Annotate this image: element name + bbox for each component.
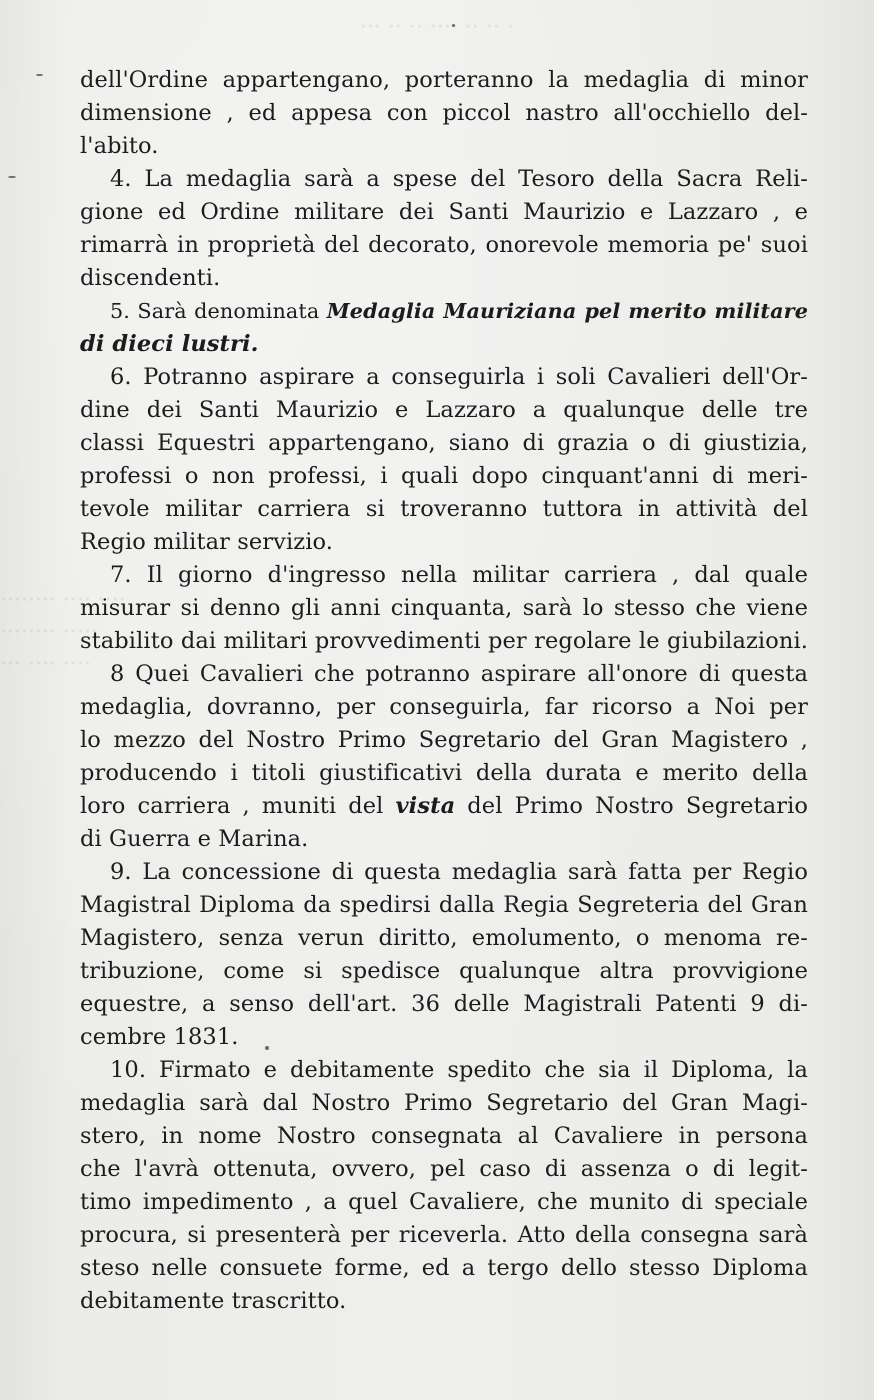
text-line: Regio militar servizio. (80, 529, 334, 555)
text-line (80, 295, 808, 328)
text-line: dimensione , ed appesa con piccol nastro all'occhiello del- (80, 100, 808, 126)
text-line: stabilito dai militari provvedimenti per regolare le giubilazioni. (80, 628, 808, 654)
document-body-text (80, 64, 808, 1318)
text-line (80, 790, 808, 823)
text-line: medaglia sarà dal Nostro Primo Segretario del Gran Magi- (80, 1090, 808, 1116)
text-line: debitamente trascritto. (80, 1288, 347, 1314)
text-line: discendenti. (80, 265, 221, 291)
text-line (80, 328, 808, 361)
text-line: 4. La medaglia sarà a spese del Tesoro della Sacra Reli- (110, 166, 808, 192)
text-line: tribuzione, come si spedisce qualunque altra provvigione (80, 958, 808, 984)
italic-text-run: Medaglia Mauriziana pel merito militare (326, 299, 808, 323)
text-line: timo impedimento , a quel Cavaliere, che munito di speciale (80, 1189, 808, 1215)
text-line: equestre, a senso dell'art. 36 delle Magistrali Patenti 9 di- (80, 991, 808, 1017)
text-line: dine dei Santi Maurizio e Lazzaro a qualunque delle tre (80, 397, 808, 423)
text-line: dell'Ordine appartengano, porteranno la medaglia di minor (80, 67, 808, 93)
text-line: classi Equestri appartengano, siano di grazia o di giustizia, (80, 430, 808, 456)
text-line: medaglia, dovranno, per conseguirla, far ricorso a Noi per (80, 694, 808, 720)
ink-speck (8, 176, 16, 178)
text-line: gione ed Ordine militare dei Santi Maurizio e Lazzaro , e (80, 199, 808, 225)
text-line: 7. Il giorno d'ingresso nella militar carriera , dal quale (110, 562, 808, 588)
text-line: procura, si presenterà per riceverla. Atto della consegna sarà (80, 1222, 808, 1248)
text-line: 6. Potranno aspirare a conseguirla i soli Cavalieri dell'Or- (110, 364, 808, 390)
text-line: 10. Firmato e debitamente spedito che sia il Diploma, la (110, 1057, 808, 1083)
text-line: 8 Quei Cavalieri che potranno aspirare all'onore di questa (110, 661, 808, 687)
text-line: rimarrà in proprietà del decorato, onorevole memoria pe' suoi (80, 232, 808, 258)
text-line: di Guerra e Marina. (80, 826, 309, 852)
text-run: del Primo Nostro Segretario (455, 793, 809, 819)
italic-text-run: vista (395, 793, 456, 819)
text-run: loro carriera , muniti del (80, 793, 396, 819)
ink-speck (36, 74, 43, 76)
text-line: tevole militar carriera si troveranno tuttora in attività del (80, 496, 808, 522)
text-line: steso nelle consuete forme, ed a tergo dello stesso Diploma (80, 1255, 808, 1281)
text-line: Magistero, senza verun diritto, emolumento, o menoma re- (80, 925, 808, 951)
ink-speck (452, 24, 455, 27)
text-line: lo mezzo del Nostro Primo Segretario del Gran Magistero , (80, 727, 808, 753)
text-line: Magistral Diploma da spedirsi dalla Regia Segreteria del Gran (80, 892, 808, 918)
text-line: misurar si denno gli anni cinquanta, sarà lo stesso che viene (80, 595, 808, 621)
text-line: 9. La concessione di questa medaglia sarà fatta per Regio (110, 859, 808, 885)
text-line: producendo i titoli giustificativi della durata e merito della (80, 760, 808, 786)
text-line: cembre 1831. (80, 1024, 239, 1050)
text-run: 5. Sarà denominata (110, 299, 327, 323)
bleed-through-texture: ··· ·· ·· ···· ·· ·· · ········ ···· ···· ········ ····· ··· ···· ···· (0, 15, 514, 677)
text-line: stero, in nome Nostro consegnata al Cavaliere in persona (80, 1123, 808, 1149)
italic-text-run: di dieci lustri. (80, 331, 259, 357)
text-line: professi o non professi, i quali dopo cinquant'anni di meri- (80, 463, 808, 489)
text-line: che l'avrà ottenuta, ovvero, pel caso di assenza o di legit- (80, 1156, 808, 1182)
text-line: l'abito. (80, 133, 159, 159)
